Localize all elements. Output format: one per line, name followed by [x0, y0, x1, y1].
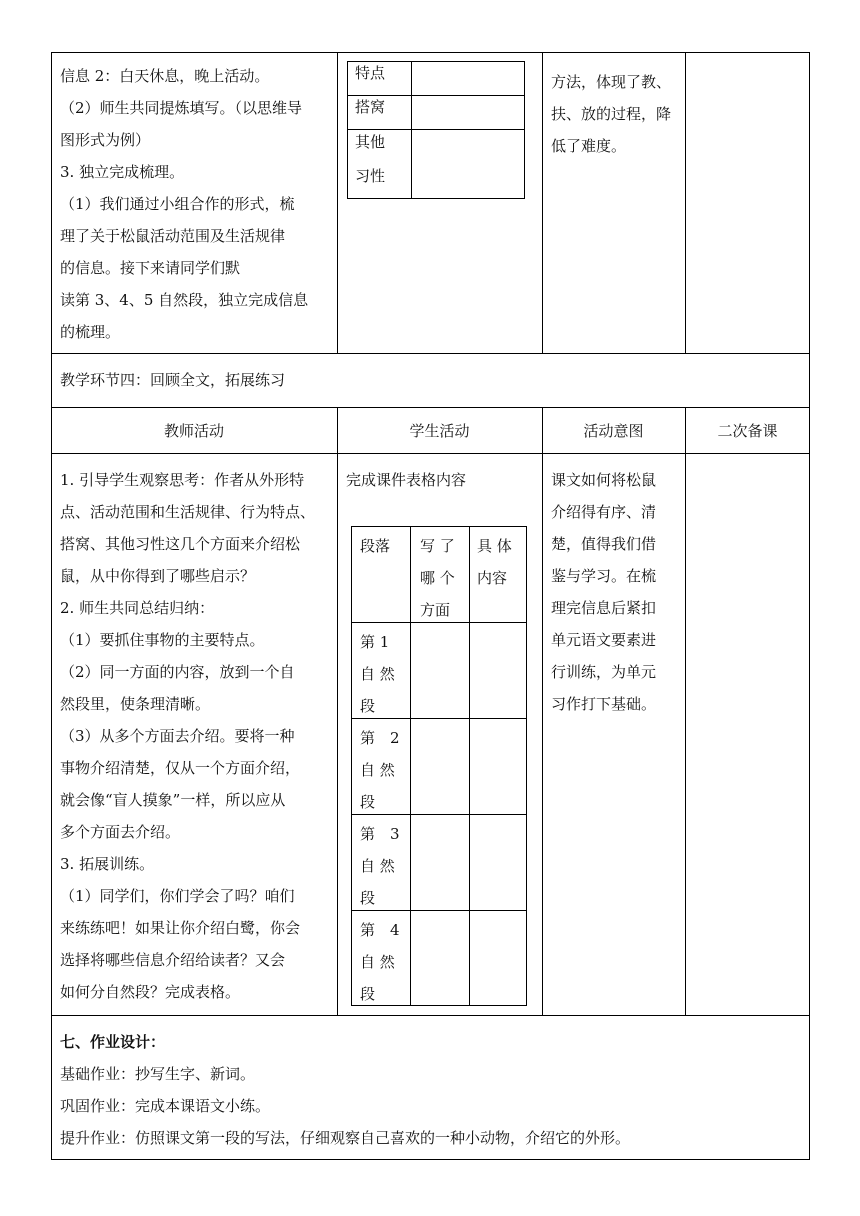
homework-line: 提升作业：仿照课文第一段的写法，仔细观察自己喜欢的一种小动物，介绍它的外形。 [60, 1129, 631, 1147]
text-line: 来练练吧！如果让你介绍白鹭，你会 [60, 919, 301, 937]
form-row-label: 第 3 [360, 825, 400, 843]
col-divider [337, 407, 338, 1015]
text-line: 选择将哪些信息介绍给读者？又会 [60, 951, 286, 969]
form-row-label: 自 然 [360, 857, 395, 875]
row-divider [51, 353, 810, 354]
col-divider [542, 407, 543, 1015]
header-activity-intent: 活动意图 [583, 422, 644, 440]
text-line: 点、活动范围和生活规律、行为特点、 [60, 503, 316, 521]
text-line: 然段里，使条理清晰。 [60, 695, 211, 713]
text-line: 事物介绍清楚，仅从一个方面介绍， [60, 759, 301, 777]
text-line: 图形式为例） [60, 131, 151, 149]
col-divider [542, 52, 543, 353]
text-line: （1）我们通过小组合作的形式，梳 [60, 195, 295, 213]
homework-title: 七、作业设计： [60, 1033, 166, 1051]
form-row-divider [351, 910, 527, 911]
mini-table-col-divider [411, 61, 412, 199]
text-line: 读第 3、4、5 自然段，独立完成信息 [60, 291, 309, 309]
form-row-label: 第 4 [360, 921, 400, 939]
form-head-aspect: 哪 个 [420, 569, 455, 587]
mini-table-label: 习性 [355, 167, 386, 185]
header-teacher-activity: 教师活动 [163, 422, 224, 440]
text-line: 1. 引导学生观察思考：作者从外形特 [60, 471, 305, 489]
row-divider [51, 1015, 810, 1016]
mini-table-label: 搭窝 [355, 98, 386, 116]
text-line: 理完信息后紧扣 [551, 599, 657, 617]
text-line: 鉴与学习。在梳 [551, 567, 657, 585]
col-divider [685, 52, 686, 353]
form-col-divider [410, 526, 411, 1006]
mini-table-label: 特点 [355, 64, 386, 82]
text-line: 单元语文要素进 [551, 631, 657, 649]
form-head-paragraph: 段落 [360, 537, 391, 555]
form-row-label: 段 [360, 889, 376, 907]
homework-line: 基础作业：抄写生字、新词。 [60, 1065, 256, 1083]
text-line: 扶、放的过程，降 [551, 105, 672, 123]
text-line: 2. 师生共同总结归纳： [60, 599, 215, 617]
text-line: 信息 2：白天休息，晚上活动。 [60, 67, 270, 85]
student-intro: 完成课件表格内容 [346, 471, 467, 489]
form-row-label: 段 [360, 985, 376, 1003]
form-row-label: 段 [360, 697, 376, 715]
form-col-divider [469, 526, 470, 1006]
text-line: 楚，值得我们借 [551, 535, 657, 553]
form-row-divider [351, 814, 527, 815]
form-row-label: 第 2 [360, 729, 400, 747]
mini-table-label: 其他 [355, 133, 386, 151]
text-line: 鼠，从中你得到了哪些启示？ [60, 567, 256, 585]
form-head-content: 具 体 [477, 537, 512, 555]
col-divider [685, 407, 686, 1015]
row-divider [51, 453, 810, 454]
row-divider [51, 407, 810, 408]
form-row-divider [351, 718, 527, 719]
row1-intent-cell [551, 66, 683, 162]
section-title: 教学环节四：回顾全文，拓展练习 [60, 371, 286, 389]
text-line: 就会像“盲人摸象”一样，所以应从 [60, 791, 286, 809]
text-line: 低了难度。 [551, 137, 627, 155]
text-line: （1）同学们，你们学会了吗？咱们 [60, 887, 295, 905]
homework-line: 巩固作业：完成本课语文小练。 [60, 1097, 271, 1115]
text-line: （2）师生共同提炼填写。（以思维导 [60, 99, 303, 117]
header-student-activity: 学生活动 [409, 422, 470, 440]
text-line: 习作打下基础。 [551, 695, 657, 713]
form-row-label: 自 然 [360, 665, 395, 683]
header-second-prep: 二次备课 [717, 422, 778, 440]
form-row-label: 自 然 [360, 953, 395, 971]
text-line: 3. 独立完成梳理。 [60, 163, 185, 181]
row1-teacher-cell [60, 60, 335, 348]
form-head-aspect: 写 了 [420, 537, 455, 555]
form-row-label: 段 [360, 793, 376, 811]
form-head-content: 内容 [477, 569, 508, 587]
row2-intent-cell [551, 464, 683, 720]
text-line: 如何分自然段？完成表格。 [60, 983, 241, 1001]
form-row-label: 自 然 [360, 761, 395, 779]
text-line: 理了关于松鼠活动范围及生活规律 [60, 227, 286, 245]
text-line: 介绍得有序、清 [551, 503, 657, 521]
text-line: 课文如何将松鼠 [551, 471, 657, 489]
text-line: 搭窝、其他习性这几个方面来介绍松 [60, 535, 301, 553]
form-head-aspect: 方面 [420, 601, 451, 619]
text-line: （2）同一方面的内容，放到一个自 [60, 663, 295, 681]
homework-section [60, 1026, 805, 1154]
text-line: 的信息。接下来请同学们默 [60, 259, 241, 277]
text-line: 方法，体现了教、 [551, 73, 672, 91]
row2-teacher-cell [60, 464, 335, 1008]
col-divider [337, 52, 338, 353]
text-line: 多个方面去介绍。 [60, 823, 181, 841]
form-row-label: 第 1 [360, 633, 390, 651]
text-line: 3. 拓展训练。 [60, 855, 155, 873]
text-line: （3）从多个方面去介绍。要将一种 [60, 727, 295, 745]
text-line: 行训练，为单元 [551, 663, 657, 681]
text-line: （1）要抓住事物的主要特点。 [60, 631, 265, 649]
text-line: 的梳理。 [60, 323, 121, 341]
